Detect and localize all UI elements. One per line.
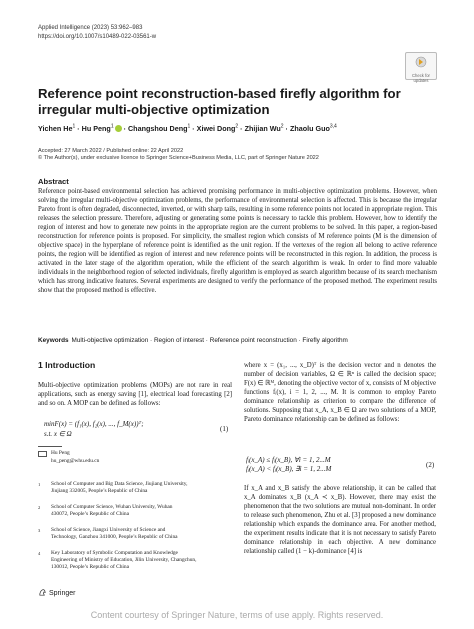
corresponding-author: Hu Peng xyxy=(51,450,70,456)
author[interactable]: Zhaolu Guo$^{3,4}$ xyxy=(289,124,337,134)
keywords xyxy=(38,337,437,344)
equation-1-line-1: minF(x) = (f₁(x), f₂(x), ..., f_M(x))ᵀ; xyxy=(44,420,144,428)
check-updates-icon xyxy=(415,56,427,68)
check-updates-label: Check for updates xyxy=(412,73,430,83)
keywords-list: Multi-objective optimization · Region of interest · Reference point reconstruction · Firefly algorithm xyxy=(71,337,348,344)
publication-dates xyxy=(38,148,319,162)
affiliation-item: $^3$ School of Science, Jiangxi University of Science and Technology, Ganzhou 341000, People’s Republic of China xyxy=(38,527,178,540)
equation-2-line-2: fⱼ(x_A) < fⱼ(x_B), ∃i = 1, 2...M xyxy=(246,465,332,473)
check-updates-badge[interactable] xyxy=(405,52,437,83)
author[interactable]: Changshou Deng$^1$ xyxy=(127,124,191,134)
mail-icon xyxy=(38,451,47,457)
author[interactable]: Hu Peng$^1$ xyxy=(82,124,122,133)
publisher-name: Springer xyxy=(49,590,76,597)
author[interactable]: Xiwei Dong$^2$ xyxy=(196,124,239,134)
author[interactable]: Zhijian Wu$^2$ xyxy=(244,124,284,134)
abstract-text: Reference point-based environmental selection has achieved promising performance in multi-objective optimization problems. However, when solving the irregular multi-objective optimization problems, the performance of environmental selection is affected. This is because the irregular Pareto front is often degraded, disconnected, inverted, or with sharp tails, resulting in some reference points not located in appropriate region. This releases the selection pressure. Therefore, adjusting or generating some points is necessary to tackle this problem. However, how to identify the region of interest and how to generate new points in the appropriate region are the current problems to be solved. In this paper, a region-based reconstruction for reference points is proposed. For simplicity, the smallest region which consists of M reference points (M is the dimension of objective space) in the hyperplane of reference point is identified as the unit region. If the vertexes of the region all belong to active reference points, the region will be identified as region of interest and new reference points will be reconstructed in this region. In addition, the process is activated in the later stage of the algorithm operation, while the efficient of the search algorithm is weak. In order to find more valuable individuals in the neighborhood region of selected individuals, firefly algorithm is employed as search algorithm because of its search mechanism which has strong indicative features. Several experiments are designed to verify the performance of the proposed method. The experiment results show that the proposed method is effective. xyxy=(38,188,437,294)
equation-1-number: (1) xyxy=(220,425,229,433)
footnote-divider xyxy=(38,446,62,447)
springer-footer xyxy=(38,588,75,597)
corresponding-email[interactable]: hu_peng@whu.edu.cn xyxy=(51,458,100,464)
dominance-paragraph: If x_A and x_B satisfy the above relationship, it can be called that x_A dominates x_B (x_A ≺ x_B). However, there may exist the phenomenon that the two solutions are mutual non-dominant. In order to release such phenomenon, Zhu et al. [3] proposed a new dominance relationship which expands the dominance area. For another method, the experiment results indicate that it is not necessary to satisfy Pareto dominance relationship in each objective. A new dominance relationship called (1 − k)-dominance [4] is xyxy=(244,485,436,555)
orcid-icon[interactable] xyxy=(115,125,122,132)
equation-1-line-2: s.t. x ∈ Ω xyxy=(44,430,72,438)
affiliation-item: $^1$ School of Computer and Big Data Science, Jiujiang University, Jiujiang 332005, People’s Republic of China xyxy=(38,481,188,494)
affiliation-item: $^4$ Key Laboratory of Symbolic Computation and Knowledge Engineering of Ministry of Education, Jilin University, Changchun, 130012, People’s Republic of China xyxy=(38,550,197,570)
abstract-heading: Abstract xyxy=(38,177,69,186)
author[interactable]: Yichen He$^1$ xyxy=(38,124,76,134)
definition-paragraph: where x = (x₁, ..., x_D)ᵀ is the decision vector and n denotes the number of decision variables, Ω ∈ ℝⁿ is called the decision space; F(x) ∈ ℝᴹ, denoting the objective vector of x, consists of M objective functions fᵢ(x), i = 1, 2, ..., M. It is common to employ Pareto dominance relationship as criterion to compare the difference of solutions. Supposing that x_A, x_B ∈ Ω are two solutions of a MOP, Pareto dominance relationship can be defined as follows: xyxy=(244,362,436,423)
springer-horse-icon xyxy=(38,588,47,597)
copyright-line: © The Author(s), under exclusive licence to Springer Science+Business Media, LLC, part of Springer Nature 2022 xyxy=(38,155,319,161)
doi-link[interactable]: https://doi.org/10.1007/s10489-022-03561-w xyxy=(38,34,157,40)
paper-title: Reference point reconstruction-based firefly algorithm for irregular multi-objective optimization xyxy=(38,86,401,117)
courtesy-notice: Content courtesy of Springer Nature, terms of use apply. Rights reserved. xyxy=(90,610,384,620)
intro-paragraph: Multi-objective optimization problems (MOPs) are not rare in real applications, such as energy saving [1], electrical load forecasting [2] and so on. A MOP can be defined as follows: xyxy=(38,382,232,407)
keywords-label: Keywords xyxy=(38,337,69,344)
journal-citation: Applied Intelligence (2023) 53:962–983 xyxy=(38,25,143,31)
equation-2-line-1: fᵢ(x_A) ≤ fᵢ(x_B), ∀i = 1, 2...M xyxy=(246,456,331,464)
accepted-date: Accepted: 27 March 2022 / Published online: 22 April 2022 xyxy=(38,148,184,154)
section-heading: 1 Introduction xyxy=(38,360,96,370)
author-list: Yichen $He^1 \cdot Hu$ Peng$^1$ · Changshou Deng$^1$ · Xiwei Dong$^2$ · Zhijian $Wu^2$ · Zhaolu Guo$^{3,4}$ xyxy=(38,124,337,134)
affiliation-item: $^2$ School of Computer Science, Wuhan University, Wuhan 430072, People’s Republic of China xyxy=(38,504,173,517)
equation-2-number: (2) xyxy=(426,461,435,469)
